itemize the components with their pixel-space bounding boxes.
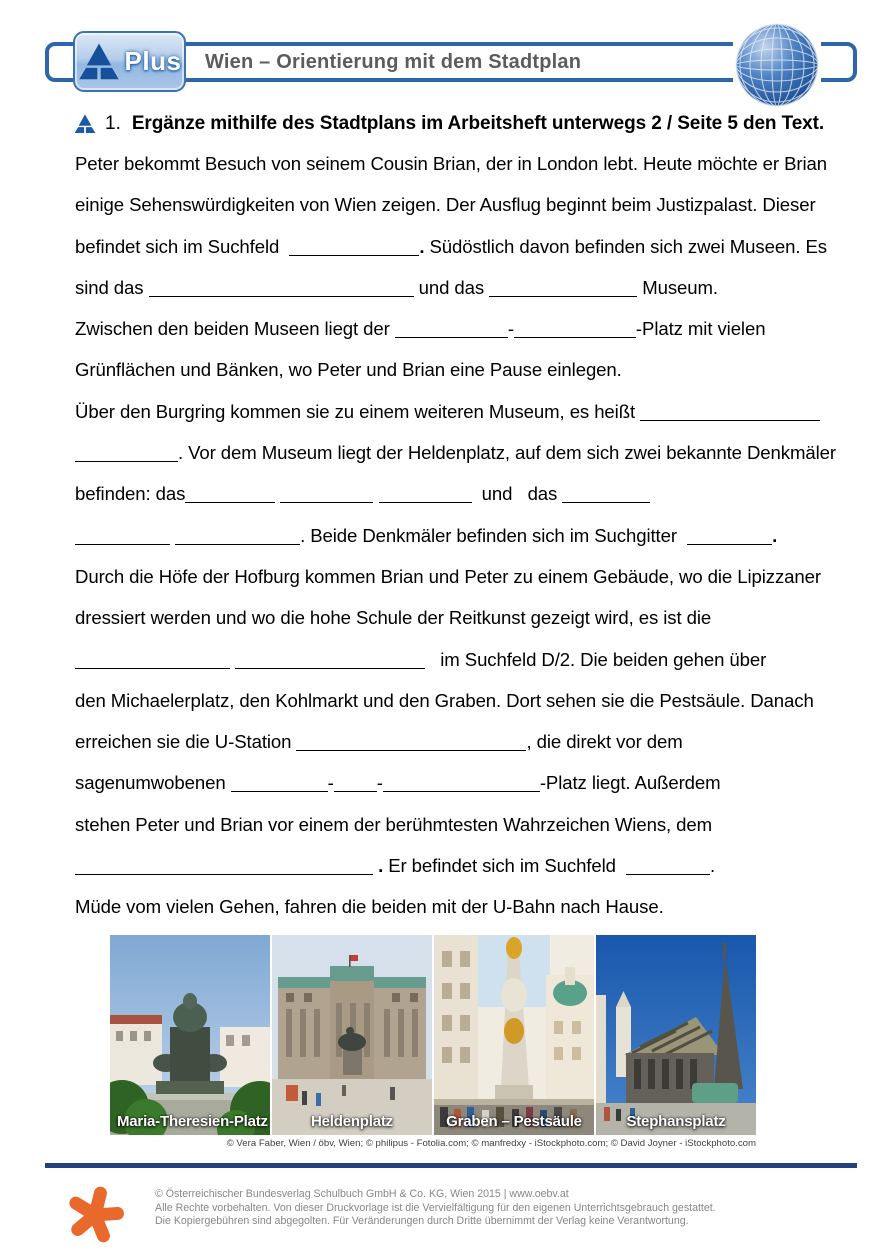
blank-fill-line[interactable] <box>175 531 300 545</box>
page-title: Wien – Orientierung mit dem Stadtplan <box>205 51 582 73</box>
text-line <box>75 639 865 680</box>
text-segment: , die direkt vor dem <box>526 731 683 753</box>
footer-copyright <box>155 1188 775 1229</box>
globe-icon <box>733 21 821 109</box>
task-number: 1. <box>105 113 121 134</box>
text-line <box>75 267 865 308</box>
text-line <box>75 432 865 473</box>
text-line <box>75 515 865 556</box>
text-line <box>75 308 865 349</box>
text-line <box>75 391 865 432</box>
text-line <box>75 226 865 267</box>
text-line <box>75 597 865 638</box>
text-segment: Über den Burgring kommen sie zu einem weiteren Museum, es heißt <box>75 400 641 422</box>
text-segment: . Vor dem Museum liegt der Heldenplatz, auf dem sich zwei bekannte Denkmäler <box>178 442 836 464</box>
blank-fill-line[interactable] <box>296 737 526 751</box>
photo-stephansplatz <box>596 935 756 1135</box>
photo-caption: Maria-Theresien-Platz <box>117 1113 268 1130</box>
text-segment: Durch die Höfe der Hofburg kommen Brian und Peter zu einem Gebäude, wo die Lipizzaner <box>75 565 821 587</box>
blank-fill-line[interactable] <box>185 489 275 503</box>
oebv-asterisk-logo <box>64 1183 126 1247</box>
text-segment: befindet sich im Suchfeld <box>75 235 290 257</box>
text-line <box>75 556 865 597</box>
blank-fill-line[interactable] <box>383 778 540 792</box>
text-line <box>75 886 865 927</box>
blank-fill-line[interactable] <box>75 448 178 462</box>
photo-strip <box>110 935 756 1135</box>
text-line <box>75 184 865 225</box>
photo-graben-pestsaeule <box>434 935 594 1135</box>
text-segment: einige Sehenswürdigkeiten von Wien zeigen. Der Ausflug beginnt beim Justizpalast. Dieser <box>75 194 816 216</box>
triangle-logo-icon <box>78 43 120 81</box>
text-segment: und das <box>413 276 490 298</box>
text-segment: sagenumwobenen <box>75 772 231 794</box>
text-segment: - <box>327 772 334 794</box>
text-line <box>75 721 865 762</box>
text-segment: . <box>772 524 778 546</box>
text-segment: . <box>378 855 389 877</box>
blank-fill-line[interactable] <box>280 489 373 503</box>
blank-fill-line[interactable] <box>231 778 328 792</box>
text-segment: erreichen sie die U-Station <box>75 731 297 753</box>
blank-fill-line[interactable] <box>75 655 230 669</box>
text-segment: -Platz mit vielen <box>635 318 766 340</box>
footer-line: Die Kopiergebühren sind abgegolten. Für Veränderungen durch Dritte übernimmt der Verlag keine Verantwortung. <box>155 1215 689 1228</box>
blank-fill-line[interactable] <box>379 489 472 503</box>
text-segment: und das <box>471 483 563 505</box>
photo-credits: © Vera Faber, Wien / öbv, Wien; © philipus - Fotolia.com; © manfredxy - iStockphoto.com; © David Joyner - iStockphoto.com <box>226 1138 756 1149</box>
text-segment: Müde vom vielen Gehen, fahren die beiden mit der U-Bahn nach Hause. <box>75 896 664 918</box>
text-segment: . <box>710 855 716 877</box>
blank-fill-line[interactable] <box>149 283 414 297</box>
blank-fill-line[interactable] <box>75 531 170 545</box>
photo-caption: Stephansplatz <box>626 1113 726 1130</box>
maria-theresien-platz-image <box>110 935 270 1135</box>
text-segment: . <box>419 235 430 257</box>
text-segment: dressiert werden und wo die hohe Schule der Reitkunst gezeigt wird, es ist die <box>75 607 712 629</box>
blank-fill-line[interactable] <box>395 324 508 338</box>
text-segment: Grünflächen und Bänken, wo Peter und Brian eine Pause einlegen. <box>75 359 622 381</box>
text-line <box>75 349 865 390</box>
text-line <box>75 143 865 184</box>
blank-fill-line[interactable] <box>640 407 820 421</box>
text-segment: den Michaelerplatz, den Kohlmarkt und den Graben. Dort sehen sie die Pestsäule. Danach <box>75 689 814 711</box>
text-segment: . Beide Denkmäler befinden sich im Suchgitter <box>300 524 688 546</box>
footer-line: Alle Rechte vorbehalten. Von dieser Druckvorlage ist die Vervielfältigung für den eigenen Unterrichtsgebrauch gestattet. <box>155 1201 716 1214</box>
text-segment: stehen Peter und Brian vor einem der berühmtesten Wahrzeichen Wiens, dem <box>75 813 713 835</box>
text-segment: befinden: das <box>75 483 186 505</box>
text-segment: - <box>507 318 514 340</box>
text-segment: Peter bekommt Besuch von seinem Cousin Brian, der in London lebt. Heute möchte er Brian <box>75 153 827 174</box>
text-segment: Er befindet sich im Suchfeld <box>388 855 627 877</box>
task-heading <box>74 113 824 135</box>
graben-pestsaeule-image <box>434 935 594 1135</box>
plus-logo-label: Plus <box>124 46 182 76</box>
text-line <box>75 473 865 514</box>
text-segment: Südöstlich davon befinden sich zwei Museen. Es <box>429 235 827 257</box>
blank-fill-line[interactable] <box>514 324 636 338</box>
blank-fill-line[interactable] <box>75 861 373 875</box>
text-line <box>75 845 865 886</box>
text-line <box>75 804 865 845</box>
task-triangle-icon <box>74 114 96 134</box>
text-segment: im Suchfeld D/2. Die beiden gehen über <box>425 648 767 670</box>
text-segment: -Platz liegt. Außerdem <box>539 772 721 794</box>
fill-in-text <box>75 143 865 928</box>
text-segment: sind das <box>75 276 149 298</box>
photo-heldenplatz <box>272 935 432 1135</box>
blank-fill-line[interactable] <box>626 861 710 875</box>
text-segment: Museum. <box>637 276 718 298</box>
footer-divider <box>45 1163 857 1168</box>
blank-fill-line[interactable] <box>687 531 772 545</box>
blank-fill-line[interactable] <box>489 283 637 297</box>
blank-fill-line[interactable] <box>235 655 425 669</box>
plus-logo <box>73 31 186 92</box>
heldenplatz-image <box>272 935 432 1135</box>
footer-line: © Österreichischer Bundesverlag Schulbuch GmbH & Co. KG, Wien 2015 | www.oebv.at <box>155 1188 569 1200</box>
text-line <box>75 762 865 803</box>
text-segment: Zwischen den beiden Museen liegt der <box>75 318 395 340</box>
photo-caption: Heldenplatz <box>311 1113 393 1130</box>
photo-caption: Graben – Pestsäule <box>446 1113 582 1130</box>
blank-fill-line[interactable] <box>334 778 377 792</box>
task-instruction: Ergänze mithilfe des Stadtplans im Arbeitsheft unterwegs 2 / Seite 5 den Text. <box>131 113 825 134</box>
stephansplatz-image <box>596 935 756 1135</box>
text-segment: - <box>376 772 383 794</box>
photo-maria-theresien-platz <box>110 935 270 1135</box>
blank-fill-line[interactable] <box>289 242 419 256</box>
blank-fill-line[interactable] <box>562 489 650 503</box>
text-line <box>75 680 865 721</box>
